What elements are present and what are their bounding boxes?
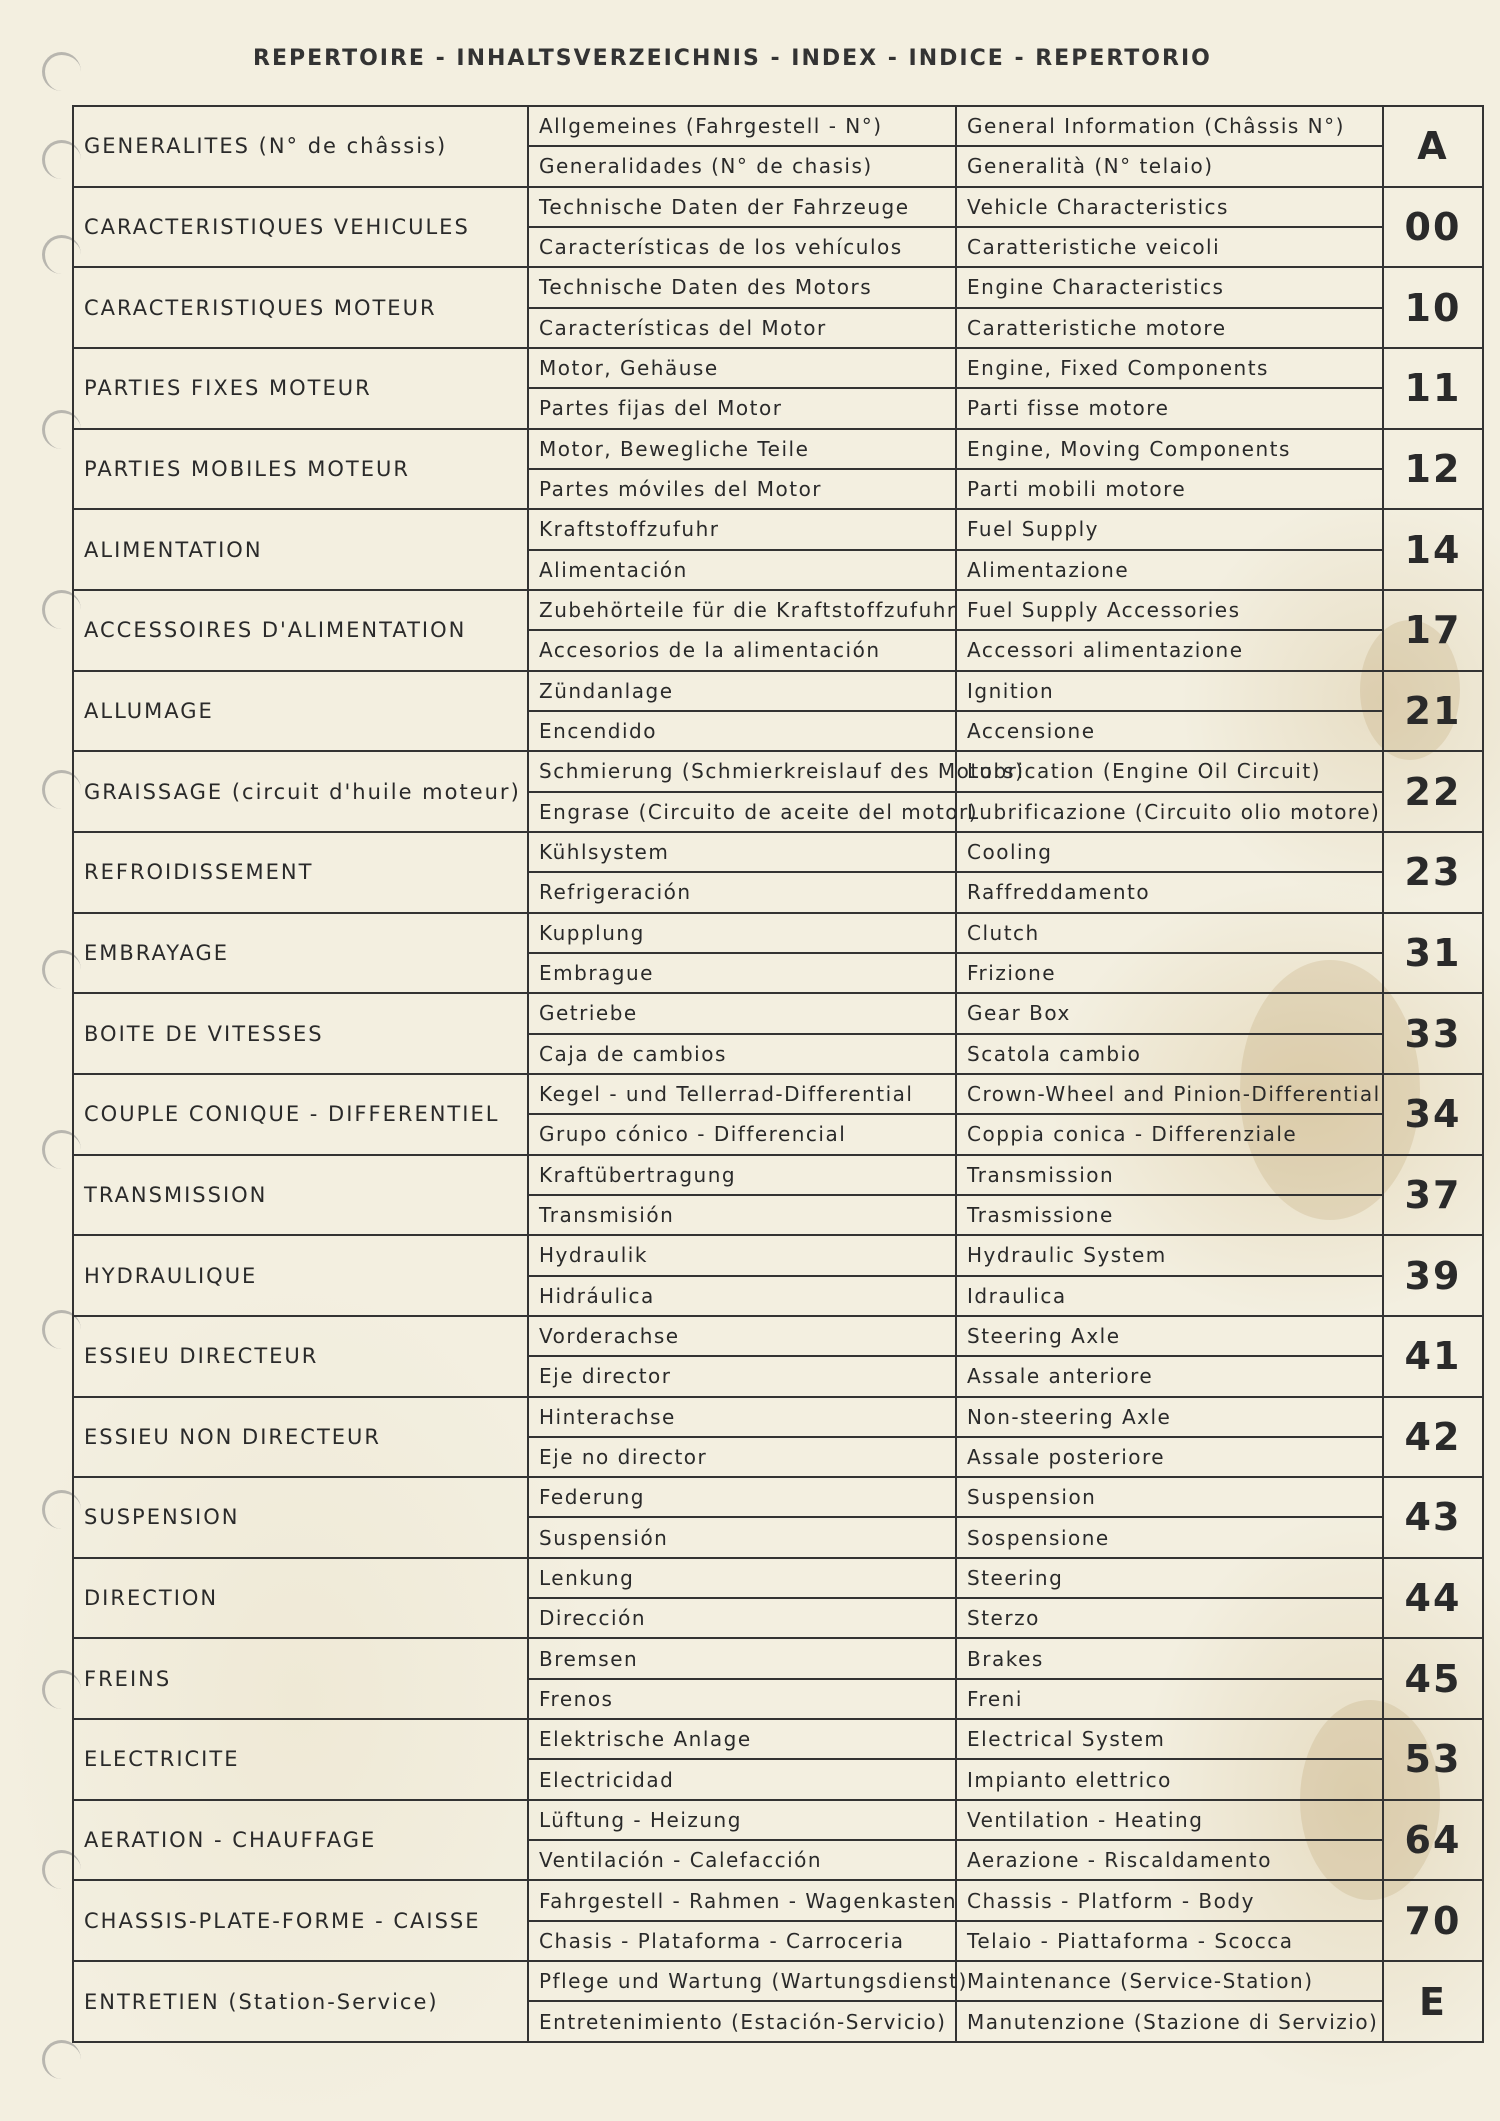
index-row-top <box>73 1638 1483 1678</box>
french-section-label: GENERALITES (N° de châssis) <box>73 106 528 187</box>
english-section-label: Engine, Moving Components <box>956 429 1383 469</box>
spanish-section-label: Accesorios de la alimentación <box>528 630 956 670</box>
section-code: 42 <box>1383 1397 1483 1478</box>
italian-section-label: Impianto elettrico <box>956 1759 1383 1799</box>
german-section-label: Kegel - und Tellerrad-Differential <box>528 1074 956 1114</box>
italian-section-label: Parti mobili motore <box>956 469 1383 509</box>
spanish-section-label: Eje no director <box>528 1437 956 1477</box>
spanish-section-label: Hidráulica <box>528 1276 956 1316</box>
italian-section-label: Manutenzione (Stazione di Servizio) <box>956 2001 1383 2042</box>
italian-section-label: Sospensione <box>956 1517 1383 1557</box>
italian-section-label: Alimentazione <box>956 550 1383 590</box>
spanish-section-label: Transmisión <box>528 1195 956 1235</box>
french-section-label: ACCESSOIRES D'ALIMENTATION <box>73 590 528 671</box>
section-code: 34 <box>1383 1074 1483 1155</box>
french-section-label: SUSPENSION <box>73 1477 528 1558</box>
binder-hole-icon <box>42 52 81 91</box>
italian-section-label: Assale anteriore <box>956 1356 1383 1396</box>
french-section-label: EMBRAYAGE <box>73 913 528 994</box>
german-section-label: Allgemeines (Fahrgestell - N°) <box>528 106 956 146</box>
spanish-section-label: Chasis - Plataforma - Carroceria <box>528 1921 956 1961</box>
italian-section-label: Telaio - Piattaforma - Scocca <box>956 1921 1383 1961</box>
english-section-label: Crown-Wheel and Pinion-Differential <box>956 1074 1383 1114</box>
index-row-top <box>73 187 1483 227</box>
italian-section-label: Lubrificazione (Circuito olio motore) <box>956 792 1383 832</box>
index-row-top <box>73 590 1483 630</box>
english-section-label: Non-steering Axle <box>956 1397 1383 1437</box>
spanish-section-label: Partes móviles del Motor <box>528 469 956 509</box>
spanish-section-label: Caja de cambios <box>528 1034 956 1074</box>
index-row-top <box>73 1235 1483 1275</box>
index-row-top <box>73 1800 1483 1840</box>
section-code: 11 <box>1383 348 1483 429</box>
german-section-label: Kraftübertragung <box>528 1155 956 1195</box>
french-section-label: HYDRAULIQUE <box>73 1235 528 1316</box>
section-code: A <box>1383 106 1483 187</box>
italian-section-label: Coppia conica - Differenziale <box>956 1114 1383 1154</box>
italian-section-label: Assale posteriore <box>956 1437 1383 1477</box>
spanish-section-label: Alimentación <box>528 550 956 590</box>
german-section-label: Fahrgestell - Rahmen - Wagenkasten <box>528 1880 956 1920</box>
french-section-label: BOITE DE VITESSES <box>73 993 528 1074</box>
spanish-section-label: Generalidades (N° de chasis) <box>528 146 956 186</box>
italian-section-label: Idraulica <box>956 1276 1383 1316</box>
english-section-label: Vehicle Characteristics <box>956 187 1383 227</box>
section-code: 64 <box>1383 1800 1483 1881</box>
french-section-label: CHASSIS-PLATE-FORME - CAISSE <box>73 1880 528 1961</box>
german-section-label: Kraftstoffzufuhr <box>528 509 956 549</box>
index-row-top <box>73 1719 1483 1759</box>
section-code: 31 <box>1383 913 1483 994</box>
index-row-top <box>73 751 1483 791</box>
index-row-top <box>73 267 1483 307</box>
german-section-label: Lüftung - Heizung <box>528 1800 956 1840</box>
italian-section-label: Raffreddamento <box>956 872 1383 912</box>
index-row-top <box>73 671 1483 711</box>
french-section-label: COUPLE CONIQUE - DIFFERENTIEL <box>73 1074 528 1155</box>
section-code: 33 <box>1383 993 1483 1074</box>
german-section-label: Federung <box>528 1477 956 1517</box>
german-section-label: Technische Daten der Fahrzeuge <box>528 187 956 227</box>
french-section-label: ENTRETIEN (Station-Service) <box>73 1961 528 2042</box>
spanish-section-label: Refrigeración <box>528 872 956 912</box>
index-row-top <box>73 1155 1483 1195</box>
index-row-top <box>73 1880 1483 1920</box>
german-section-label: Hinterachse <box>528 1397 956 1437</box>
index-row-top <box>73 993 1483 1033</box>
section-code: E <box>1383 1961 1483 2042</box>
section-code: 10 <box>1383 267 1483 348</box>
section-code: 43 <box>1383 1477 1483 1558</box>
spanish-section-label: Encendido <box>528 711 956 751</box>
english-section-label: Cooling <box>956 832 1383 872</box>
spanish-section-label: Dirección <box>528 1598 956 1638</box>
spanish-section-label: Entretenimiento (Estación-Servicio) <box>528 2001 956 2042</box>
index-row-top <box>73 1961 1483 2001</box>
spanish-section-label: Características de los vehículos <box>528 227 956 267</box>
italian-section-label: Caratteristiche veicoli <box>956 227 1383 267</box>
section-code: 22 <box>1383 751 1483 832</box>
section-code: 39 <box>1383 1235 1483 1316</box>
english-section-label: Engine, Fixed Components <box>956 348 1383 388</box>
italian-section-label: Sterzo <box>956 1598 1383 1638</box>
italian-section-label: Parti fisse motore <box>956 388 1383 428</box>
spanish-section-label: Partes fijas del Motor <box>528 388 956 428</box>
index-row-top <box>73 1074 1483 1114</box>
french-section-label: CARACTERISTIQUES MOTEUR <box>73 267 528 348</box>
italian-section-label: Accensione <box>956 711 1383 751</box>
german-section-label: Technische Daten des Motors <box>528 267 956 307</box>
french-section-label: GRAISSAGE (circuit d'huile moteur) <box>73 751 528 832</box>
french-section-label: ESSIEU DIRECTEUR <box>73 1316 528 1397</box>
section-code: 37 <box>1383 1155 1483 1236</box>
index-row-top <box>73 832 1483 872</box>
english-section-label: Fuel Supply <box>956 509 1383 549</box>
italian-section-label: Caratteristiche motore <box>956 308 1383 348</box>
spanish-section-label: Suspensión <box>528 1517 956 1557</box>
english-section-label: Lubrication (Engine Oil Circuit) <box>956 751 1383 791</box>
german-section-label: Getriebe <box>528 993 956 1033</box>
english-section-label: Clutch <box>956 913 1383 953</box>
french-section-label: ELECTRICITE <box>73 1719 528 1800</box>
german-section-label: Kupplung <box>528 913 956 953</box>
english-section-label: Ventilation - Heating <box>956 1800 1383 1840</box>
french-section-label: FREINS <box>73 1638 528 1719</box>
index-row-top <box>73 348 1483 388</box>
french-section-label: CARACTERISTIQUES VEHICULES <box>73 187 528 268</box>
page-title: REPERTOIRE - INHALTSVERZEICHNIS - INDEX - INDICE - REPERTORIO <box>253 46 1212 71</box>
index-row-top <box>73 1397 1483 1437</box>
index-row-top <box>73 429 1483 469</box>
spanish-section-label: Ventilación - Calefacción <box>528 1840 956 1880</box>
section-code: 53 <box>1383 1719 1483 1800</box>
italian-section-label: Trasmissione <box>956 1195 1383 1235</box>
section-code: 45 <box>1383 1638 1483 1719</box>
german-section-label: Lenkung <box>528 1558 956 1598</box>
english-section-label: Gear Box <box>956 993 1383 1033</box>
section-code: 44 <box>1383 1558 1483 1639</box>
german-section-label: Kühlsystem <box>528 832 956 872</box>
italian-section-label: Aerazione - Riscaldamento <box>956 1840 1383 1880</box>
french-section-label: ALLUMAGE <box>73 671 528 752</box>
french-section-label: PARTIES MOBILES MOTEUR <box>73 429 528 510</box>
spanish-section-label: Electricidad <box>528 1759 956 1799</box>
english-section-label: Brakes <box>956 1638 1383 1678</box>
german-section-label: Schmierung (Schmierkreislauf des Motors) <box>528 751 956 791</box>
section-code: 17 <box>1383 590 1483 671</box>
english-section-label: Suspension <box>956 1477 1383 1517</box>
section-code: 00 <box>1383 187 1483 268</box>
italian-section-label: Freni <box>956 1679 1383 1719</box>
section-code: 23 <box>1383 832 1483 913</box>
spanish-section-label: Embrague <box>528 953 956 993</box>
index-row-top <box>73 913 1483 953</box>
english-section-label: Steering Axle <box>956 1316 1383 1356</box>
index-row-top <box>73 1316 1483 1356</box>
italian-section-label: Generalità (N° telaio) <box>956 146 1383 186</box>
index-table <box>72 105 1484 2043</box>
english-section-label: Electrical System <box>956 1719 1383 1759</box>
german-section-label: Pflege und Wartung (Wartungsdienst) <box>528 1961 956 2001</box>
spanish-section-label: Engrase (Circuito de aceite del motor) <box>528 792 956 832</box>
french-section-label: AERATION - CHAUFFAGE <box>73 1800 528 1881</box>
italian-section-label: Accessori alimentazione <box>956 630 1383 670</box>
french-section-label: ESSIEU NON DIRECTEUR <box>73 1397 528 1478</box>
german-section-label: Motor, Bewegliche Teile <box>528 429 956 469</box>
french-section-label: TRANSMISSION <box>73 1155 528 1236</box>
spanish-section-label: Frenos <box>528 1679 956 1719</box>
english-section-label: Transmission <box>956 1155 1383 1195</box>
german-section-label: Bremsen <box>528 1638 956 1678</box>
french-section-label: REFROIDISSEMENT <box>73 832 528 913</box>
english-section-label: Engine Characteristics <box>956 267 1383 307</box>
binder-hole-icon <box>42 2040 81 2079</box>
italian-section-label: Scatola cambio <box>956 1034 1383 1074</box>
french-section-label: PARTIES FIXES MOTEUR <box>73 348 528 429</box>
german-section-label: Motor, Gehäuse <box>528 348 956 388</box>
index-row-top <box>73 509 1483 549</box>
german-section-label: Zubehörteile für die Kraftstoffzufuhr <box>528 590 956 630</box>
section-code: 14 <box>1383 509 1483 590</box>
english-section-label: General Information (Châssis N°) <box>956 106 1383 146</box>
english-section-label: Hydraulic System <box>956 1235 1383 1275</box>
german-section-label: Vorderachse <box>528 1316 956 1356</box>
section-code: 21 <box>1383 671 1483 752</box>
french-section-label: ALIMENTATION <box>73 509 528 590</box>
german-section-label: Elektrische Anlage <box>528 1719 956 1759</box>
german-section-label: Hydraulik <box>528 1235 956 1275</box>
index-row-top <box>73 1477 1483 1517</box>
section-code: 12 <box>1383 429 1483 510</box>
german-section-label: Zündanlage <box>528 671 956 711</box>
italian-section-label: Frizione <box>956 953 1383 993</box>
spanish-section-label: Características del Motor <box>528 308 956 348</box>
section-code: 70 <box>1383 1880 1483 1961</box>
spanish-section-label: Grupo cónico - Differencial <box>528 1114 956 1154</box>
english-section-label: Fuel Supply Accessories <box>956 590 1383 630</box>
english-section-label: Maintenance (Service-Station) <box>956 1961 1383 2001</box>
spanish-section-label: Eje director <box>528 1356 956 1396</box>
index-row-top <box>73 106 1483 146</box>
section-code: 41 <box>1383 1316 1483 1397</box>
index-row-top <box>73 1558 1483 1598</box>
english-section-label: Ignition <box>956 671 1383 711</box>
french-section-label: DIRECTION <box>73 1558 528 1639</box>
english-section-label: Steering <box>956 1558 1383 1598</box>
english-section-label: Chassis - Platform - Body <box>956 1880 1383 1920</box>
